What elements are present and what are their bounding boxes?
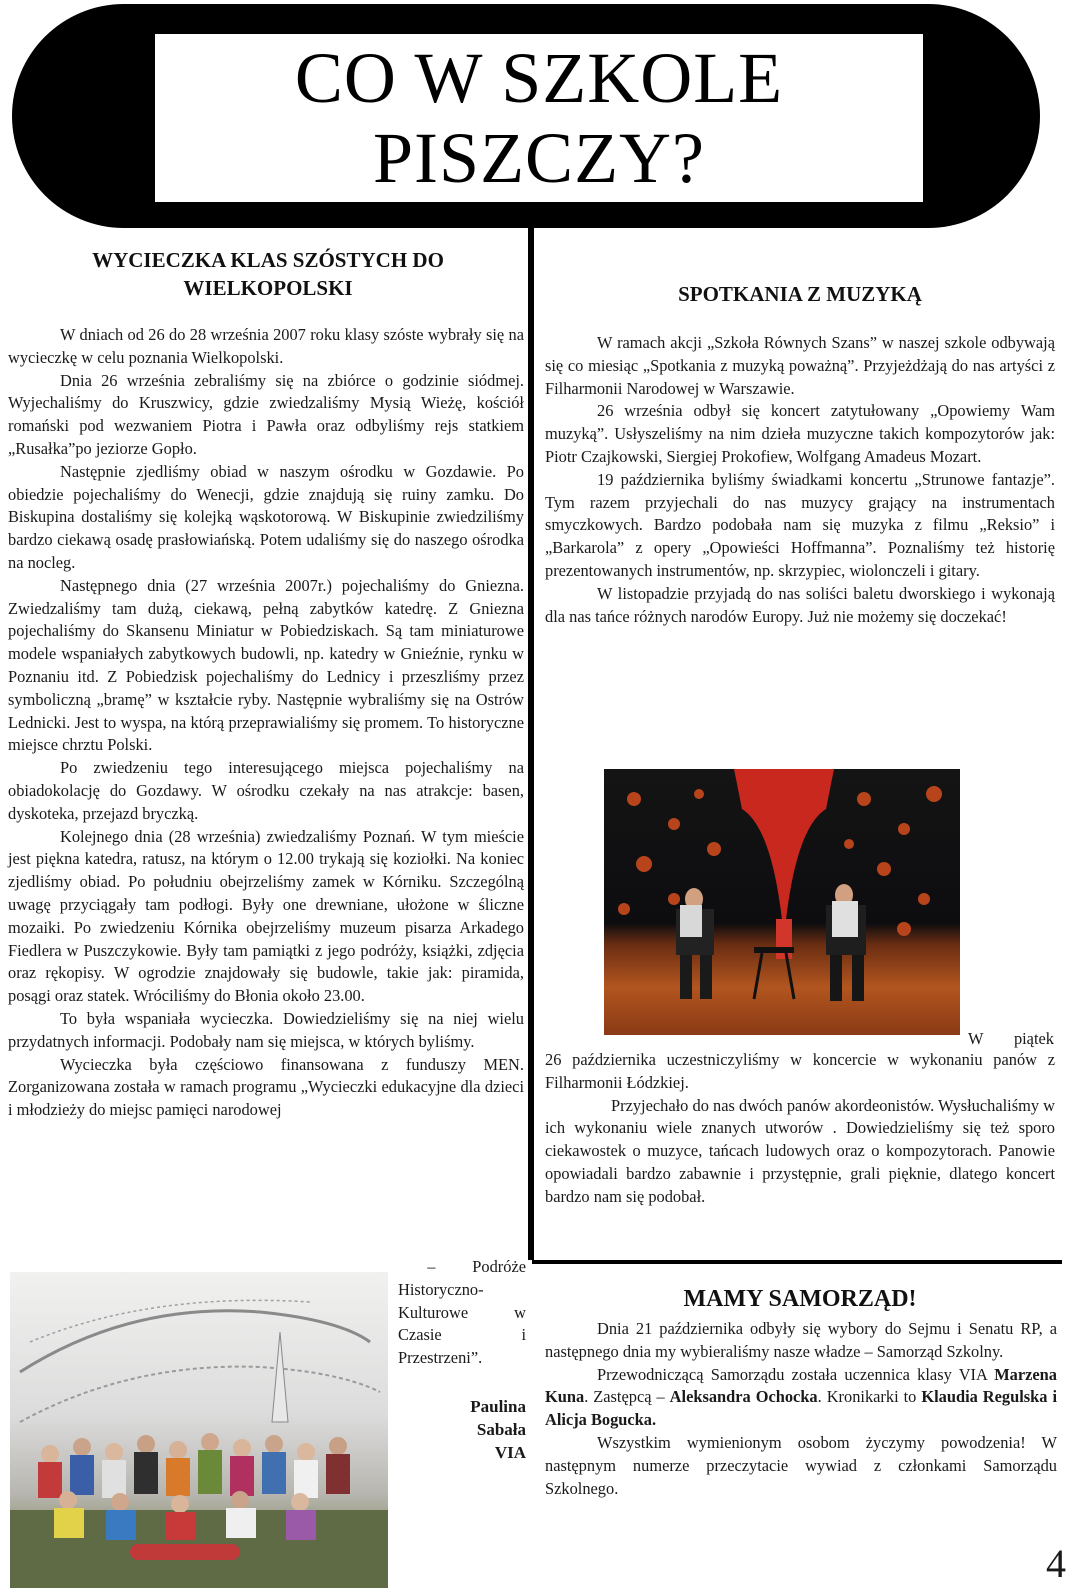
page-title-line-2: PISZCZY? (373, 118, 705, 198)
concert-photo (604, 769, 960, 1035)
caption-word: i (521, 1325, 526, 1345)
group-trip-photo (10, 1272, 388, 1588)
music-article-heading: SPOTKANIA Z MUZYKĄ (678, 282, 922, 306)
president-name: Marzena Kuna (545, 1364, 1057, 1407)
deputy-name: Aleksandra Ochocka (669, 1387, 818, 1407)
caption-word: Kulturowe (398, 1302, 469, 1322)
caption-word: Przestrzeni”. (398, 1348, 483, 1368)
council-article-body (545, 1318, 1057, 1500)
music-paragraph: W listopadzie przyjadą do nas soliści baletu dworskiego i wykonają dla nas tańce różnych narodów Europy. Już nie możemy się doczekać! (545, 583, 1055, 626)
trip-paragraph: Dnia 26 września zebraliśmy się na zbiórce o godzinie siódmej. Wyjechaliśmy do Kruszwicy, gdzie zwiedzaliśmy Mysią Wieżę, kościół romański pod wezwaniem Piotra i Pawła oraz odbyliśmy rejs statkiem „Rusałka”po jeziorze Gopło. (8, 370, 524, 458)
music-paragraph: 26 września odbył się koncert zatytułowany „Opowiemy Wam muzyką”. Usłyszeliśmy na nim dzieła muzyczne takich kompozytorów jak: Piotr Czajkowski, Siergiej Prokofiew, Wolfgang Amadeus Mozart. (545, 401, 1055, 466)
caption-word: w (514, 1302, 526, 1322)
trip-paragraph: Po zwiedzeniu tego interesującego miejsca pojechaliśmy na obiadokolację do Gozdawy. W ośrodku czekały na nas atrakcje: basen, dyskoteka, przejazd bryczką. (8, 758, 524, 823)
trip-article-ending (398, 1256, 526, 1370)
council-article-heading: MAMY SAMORZĄD! (683, 1286, 917, 1312)
music-article-body-continued (545, 1049, 1055, 1209)
caption-word: Czasie (398, 1325, 442, 1345)
page-number: 4 (1046, 1541, 1066, 1586)
trip-article-heading: WYCIECZKA KLAS SZÓSTYCH DO WIELKOPOLSKI (92, 248, 444, 300)
trip-article-body (8, 324, 524, 1122)
trip-paragraph: W dniach od 26 do 28 września 2007 roku klasy szóste wybrały się na wycieczkę w celu poznania Wielkopolski. (8, 325, 524, 367)
author-class: VIA (494, 1442, 526, 1462)
music-article-body (545, 332, 1055, 628)
music-paragraph: 26 października uczestniczyliśmy w koncercie w wykonaniu panów z Filharmonii Łódzkiej. (545, 1050, 1055, 1092)
council-text: Przewodniczącą Samorządu została uczennica klasy VIA (597, 1364, 995, 1384)
trip-paragraph: Następnie zjedliśmy obiad w naszym ośrodku w Gozdawie. Po obiedzie pojechaliśmy do Wenecji, gdzie znajdują się ruiny zamku. Do Biskupina dostaliśmy się kolejką wąskotorową. W Biskupinie zwiedziliśmy bardzo ciekawą osadę prasłowiańską. Potem udaliśmy się do naszego ośrodka na nocleg. (8, 461, 524, 572)
music-paragraph: Przyjechało do nas dwóch panów akordeonistów. Wysłuchaliśmy w ich wykonaniu wiele znanych utworów . Dowiedzieliśmy się też sporo ciekawostek o muzyce, tańcach ludowych oraz o kompozytorach. Panowie opowiadali bardzo zabawnie i przystępnie, grali pięknie, dlatego koncert bardzo nam się podobał. (545, 1095, 1055, 1206)
council-text: . Kronikarki to (817, 1387, 922, 1407)
music-paragraph: 19 października byliśmy świadkami koncertu „Strunowe fantazje”. Tym razem przyjechali do nas muzycy grający na instrumentach smyczkowych. Bardzo podobała nam się muzyka z filmu „Reksio” i „Barkarola” z opery „Opowieści Hoffmanna”. Poznaliśmy też historię prezentowanych instrumentów, np. skrzypiec, wiolonczeli i gitary. (545, 469, 1055, 580)
chroniclers-names: Klaudia Regulska i Alicja Bogucka. (545, 1387, 1058, 1430)
concert-photo-drawing (604, 769, 960, 1035)
trip-paragraph: To była wspaniała wycieczka. Dowiedzieliśmy się na niej wielu przydatnych informacji. Podobały nam się miejsca, w których byliśmy. (8, 1008, 524, 1051)
council-text: . Zastępcą – (584, 1387, 670, 1407)
council-paragraph (545, 1364, 1057, 1432)
page-title-line-1: CO W SZKOLE (294, 38, 784, 118)
trip-paragraph: Kolejnego dnia (28 września) zwiedzaliśmy Poznań. W tym mieście jest piękna katedra, ratusz, na którym o 12.00 trykają się koziołki. Na koniec zjedliśmy obiad. Po południu obejrzeliśmy zamek w Kórniku. Szczególną uwagę przyciągały tam podłogi. Były one drewniane, ułożone w śliczne mozaiki. Po zwiedzeniu Kórnika obejrzeliśmy muzeum pisarza Arkadego Fiedlera w Puszczykowie. Były tam pamiątki z jego podróży, książki, zdjęcia oraz rękopisy. W ogrodzie znajdowały się budowle, takie jak: piramida, posągi oraz statek. Wróciliśmy do Błonia około 23.00. (8, 826, 524, 1006)
column-divider (528, 228, 534, 1260)
music-paragraph: W ramach akcji „Szkoła Równych Szans” w naszej szkole odbywają się co miesiąc „Spotkania z muzyką poważną”. Przyjeżdżają do nas artyści z Filharmonii Narodowej w Warszawie. (545, 333, 1055, 398)
author-first-name: Paulina (470, 1397, 526, 1416)
trip-paragraph: Następnego dnia (27 września 2007r.) pojechaliśmy do Gniezna. Zwiedzaliśmy tam dużą, ciekawą, pełną zabytków katedrę. Z Gniezna pojechaliśmy do Skansenu Miniatur w Pobiedziskach. Są tam miniaturowe modele wspaniałych zabytkowych budowli, np. katedry w Gnieźnie, rynku w Poznaniu itd. Z Pobiedzisk pojechaliśmy do Lednicy i przeszliśmy przez symboliczną „bramę” w kształcie ryby. Następnie wybraliśmy się na Ostrów Lednicki. Jest to wyspa, na którą przeprawialiśmy się promem. To historyczne miejsce chrztu Polski. (8, 575, 524, 755)
title-box (155, 34, 923, 202)
piatek-word: piątek (1013, 1029, 1054, 1048)
caption-word: Podróże (472, 1257, 526, 1276)
author-last-name: Sabała (476, 1419, 526, 1439)
caption-dash: – (427, 1257, 436, 1276)
group-trip-photo-drawing (10, 1272, 388, 1588)
title-banner (12, 4, 1040, 228)
council-paragraph: Dnia 21 października odbyły się wybory do Sejmu i Senatu RP, a następnego dnia my wybieraliśmy nasze władze – Samorząd Szkolny. (545, 1319, 1057, 1361)
music-after-photo-first-line (968, 1028, 1054, 1051)
caption-word: Historyczno- (398, 1279, 484, 1299)
council-paragraph: Wszystkim wymienionym osobom życzymy powodzenia! W następnym numerze przeczytacie wywiad z członkami Samorządu Szkolnego. (545, 1432, 1057, 1498)
section-divider (532, 1260, 1062, 1264)
trip-paragraph: Wycieczka była częściowo finansowana z funduszy MEN. Zorganizowana została w ramach programu „Wycieczki edukacyjne dla dzieci i młodzieży do miejsc pamięci narodowej (8, 1054, 524, 1120)
trip-article-author (420, 1396, 526, 1464)
w-word: W (968, 1029, 984, 1048)
